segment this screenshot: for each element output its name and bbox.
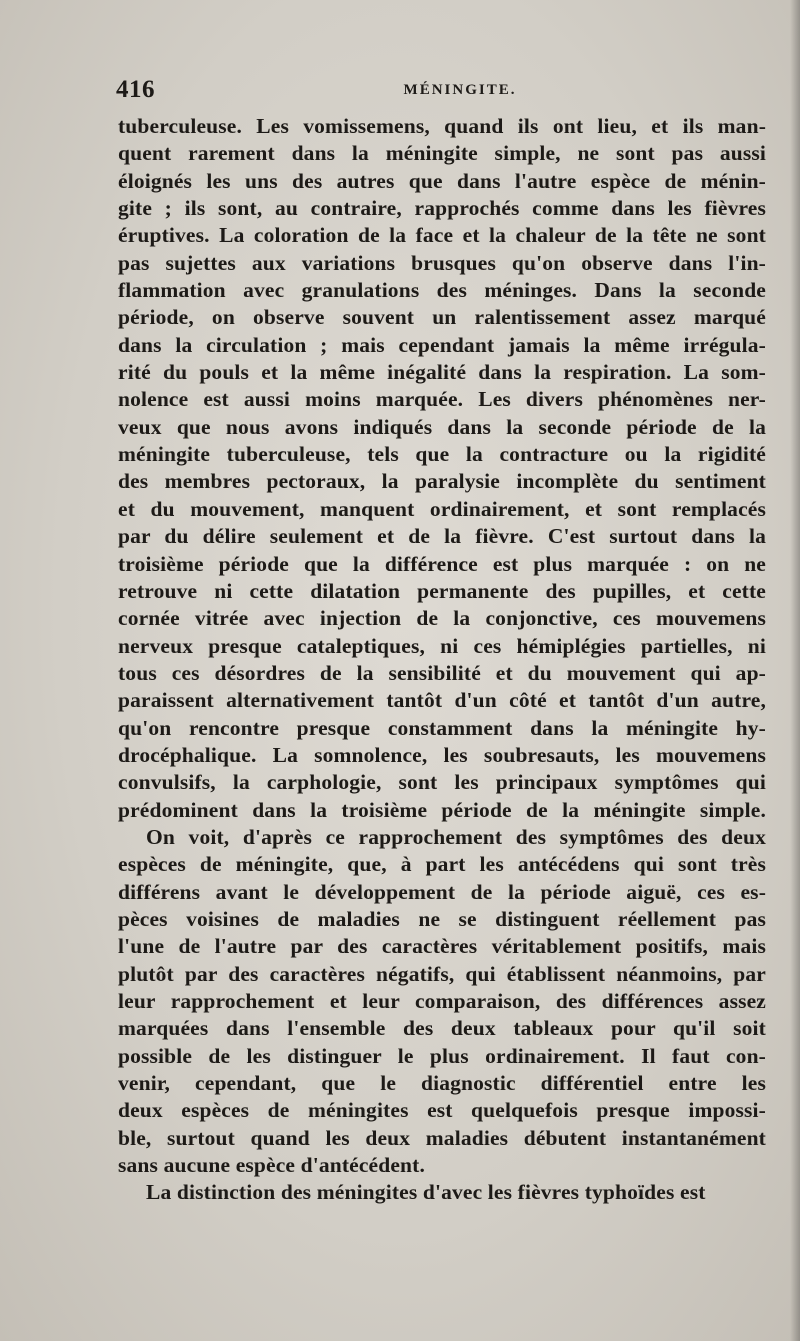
text-line: et du mouvement, manquent ordinairement, et sont remplacés [118, 496, 766, 521]
page-header [116, 76, 764, 106]
text-line: rité du pouls et la même inégalité dans la respiration. La som- [118, 360, 766, 385]
text-line: nerveux presque cataleptiques, ni ces hémiplégies partielles, ni [118, 633, 766, 658]
text-line: veux que nous avons indiqués dans la seconde période de la [118, 414, 766, 439]
text-line: drocéphalique. La somnolence, les soubresauts, les mouvemens [118, 742, 766, 767]
paragraph [118, 1179, 766, 1206]
text-line: retrouve ni cette dilatation permanente des pupilles, et cette [118, 578, 766, 603]
text-line: espèces de méningite, que, à part les antécédens qui sont très [118, 852, 766, 877]
text-line: convulsifs, la carphologie, sont les principaux symptômes qui [118, 770, 766, 795]
paragraph [118, 824, 766, 1179]
text-line: troisième période que la différence est plus marquée : on ne [118, 551, 766, 576]
text-line: par du délire seulement et de la fièvre. C'est surtout dans la [118, 524, 766, 549]
text-line: plutôt par des caractères négatifs, qui établissent néanmoins, par [118, 961, 766, 986]
page-edge-shadow [790, 0, 800, 1341]
text-line: cornée vitrée avec injection de la conjonctive, ces mouvemens [118, 606, 766, 631]
text-line: des membres pectoraux, la paralysie incomplète du sentiment [118, 469, 766, 494]
text-line: pèces voisines de maladies ne se distinguent réellement pas [118, 906, 766, 931]
text-line: leur rapprochement et leur comparaison, des différences assez [118, 989, 766, 1013]
text-line: flammation avec granulations des méninges. Dans la seconde [118, 278, 766, 303]
text-line: gite ; ils sont, au contraire, rapprochés comme dans les fièvres [118, 196, 766, 221]
text-line: éloignés les uns des autres que dans l'autre espèce de ménin- [118, 168, 766, 193]
page-number: 416 [116, 76, 155, 103]
text-line: nolence est aussi moins marquée. Les divers phénomènes ner- [118, 387, 766, 412]
text-line: méningite tuberculeuse, tels que la contracture ou la rigidité [118, 442, 766, 467]
text-line: paraissent alternativement tantôt d'un côté et tantôt d'un autre, [118, 688, 766, 713]
text-line: dans la circulation ; mais cependant jamais la même irrégula- [118, 332, 766, 357]
text-line: prédominent dans la troisième période de la méningite simple. [118, 797, 766, 822]
text-line: éruptives. La coloration de la face et la chaleur de la tête ne sont [118, 223, 766, 248]
text-line: différens avant le développement de la période aiguë, ces es- [118, 879, 766, 904]
text-line: venir, cependant, que le diagnostic différentiel entre les [118, 1071, 766, 1096]
text-line: On voit, d'après ce rapprochement des symptômes des deux [146, 824, 766, 849]
text-line: marquées dans l'ensemble des deux tableaux pour qu'il soit [118, 1016, 766, 1041]
text-line: tous ces désordres de la sensibilité et du mouvement qui ap- [118, 660, 766, 685]
text-line: sans aucune espèce d'antécédent. [118, 1153, 425, 1178]
text-line: deux espèces de méningites est quelquefois presque impossi- [118, 1098, 766, 1123]
text-line: ble, surtout quand les deux maladies débutent instantanément [118, 1125, 766, 1150]
body-text [118, 113, 766, 1207]
text-line: tuberculeuse. Les vomissemens, quand ils ont lieu, et ils man- [118, 114, 766, 138]
text-line: quent rarement dans la méningite simple, ne sont pas aussi [118, 141, 766, 166]
paragraph [118, 113, 766, 824]
text-line: qu'on rencontre presque constamment dans la méningite hy- [118, 715, 766, 740]
text-line: possible de les distinguer le plus ordinairement. Il faut con- [118, 1043, 766, 1068]
text-line: période, on observe souvent un ralentissement assez marqué [118, 305, 766, 330]
text-line: La distinction des méningites d'avec les fièvres typhoïdes est [146, 1180, 706, 1205]
text-line: l'une de l'autre par des caractères véritablement positifs, mais [118, 934, 766, 959]
text-line: pas sujettes aux variations brusques qu'on observe dans l'in- [118, 250, 766, 275]
running-title: MÉNINGITE. [403, 82, 517, 98]
